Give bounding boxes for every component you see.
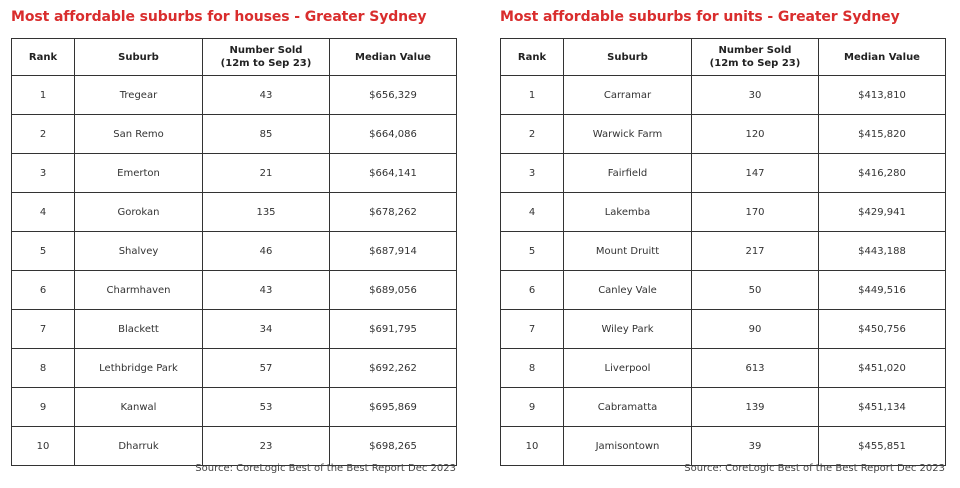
number-sold-cell: 217	[692, 232, 819, 271]
median-value-cell: $698,265	[330, 427, 457, 466]
table-row	[12, 388, 457, 427]
number-sold-header-line1: Number Sold	[718, 45, 792, 56]
median-value-cell: $449,516	[819, 271, 946, 310]
number-sold-cell: 120	[692, 115, 819, 154]
rank-cell: 6	[12, 271, 75, 310]
suburb-cell: Lethbridge Park	[75, 349, 203, 388]
units-header-row	[501, 39, 946, 76]
rank-cell: 4	[12, 193, 75, 232]
median-value-cell: $429,941	[819, 193, 946, 232]
rank-cell: 5	[501, 232, 564, 271]
median-value-cell: $695,869	[330, 388, 457, 427]
suburb-cell: Gorokan	[75, 193, 203, 232]
table-row	[12, 232, 457, 271]
rank-cell: 8	[12, 349, 75, 388]
houses-header-row	[12, 39, 457, 76]
suburb-cell: Emerton	[75, 154, 203, 193]
table-row	[501, 232, 946, 271]
median-value-cell: $687,914	[330, 232, 457, 271]
number-sold-column-header	[203, 39, 330, 76]
number-sold-cell: 39	[692, 427, 819, 466]
table-row	[12, 349, 457, 388]
number-sold-header-line2: (12m to Sep 23)	[709, 58, 801, 69]
table-row	[501, 76, 946, 115]
units-source-note: Source: CoreLogic Best of the Best Report Dec 2023	[684, 463, 945, 474]
table-row	[501, 154, 946, 193]
median-value-cell: $678,262	[330, 193, 457, 232]
rank-cell: 9	[12, 388, 75, 427]
median-value-cell: $450,756	[819, 310, 946, 349]
median-value-cell: $689,056	[330, 271, 457, 310]
table-row	[501, 193, 946, 232]
rank-cell: 2	[12, 115, 75, 154]
table-row	[12, 310, 457, 349]
suburb-cell: Kanwal	[75, 388, 203, 427]
median-value-cell: $664,086	[330, 115, 457, 154]
table-row	[501, 310, 946, 349]
table-row	[501, 115, 946, 154]
table-row	[12, 271, 457, 310]
table-row	[12, 115, 457, 154]
suburb-cell: Charmhaven	[75, 271, 203, 310]
suburb-cell: Blackett	[75, 310, 203, 349]
rank-cell: 5	[12, 232, 75, 271]
number-sold-cell: 53	[203, 388, 330, 427]
table-row	[501, 271, 946, 310]
number-sold-header-line2: (12m to Sep 23)	[220, 58, 312, 69]
rank-cell: 2	[501, 115, 564, 154]
rank-cell: 1	[12, 76, 75, 115]
number-sold-cell: 21	[203, 154, 330, 193]
number-sold-cell: 43	[203, 76, 330, 115]
suburb-cell: Mount Druitt	[564, 232, 692, 271]
table-row	[12, 76, 457, 115]
number-sold-cell: 147	[692, 154, 819, 193]
median-value-cell: $443,188	[819, 232, 946, 271]
rank-cell: 3	[12, 154, 75, 193]
number-sold-cell: 23	[203, 427, 330, 466]
number-sold-cell: 85	[203, 115, 330, 154]
rank-cell: 1	[501, 76, 564, 115]
number-sold-cell: 50	[692, 271, 819, 310]
suburb-cell: Cabramatta	[564, 388, 692, 427]
median-value-cell: $415,820	[819, 115, 946, 154]
table-row	[12, 154, 457, 193]
table-row	[12, 427, 457, 466]
suburb-cell: Jamisontown	[564, 427, 692, 466]
number-sold-cell: 139	[692, 388, 819, 427]
number-sold-cell: 30	[692, 76, 819, 115]
suburb-cell: Wiley Park	[564, 310, 692, 349]
suburb-cell: Fairfield	[564, 154, 692, 193]
suburb-cell: San Remo	[75, 115, 203, 154]
number-sold-header-line1: Number Sold	[229, 45, 303, 56]
suburb-cell: Warwick Farm	[564, 115, 692, 154]
median-value-column-header: Median Value	[819, 39, 946, 76]
houses-source-note: Source: CoreLogic Best of the Best Report Dec 2023	[195, 463, 456, 474]
number-sold-cell: 90	[692, 310, 819, 349]
houses-table-title: Most affordable suburbs for houses - Greater Sydney	[11, 9, 427, 25]
suburb-cell: Dharruk	[75, 427, 203, 466]
median-value-cell: $692,262	[330, 349, 457, 388]
table-row	[501, 388, 946, 427]
median-value-cell: $413,810	[819, 76, 946, 115]
rank-cell: 10	[501, 427, 564, 466]
median-value-cell: $455,851	[819, 427, 946, 466]
number-sold-cell: 46	[203, 232, 330, 271]
median-value-cell: $656,329	[330, 76, 457, 115]
suburb-cell: Lakemba	[564, 193, 692, 232]
units-table-title: Most affordable suburbs for units - Greater Sydney	[500, 9, 900, 25]
suburb-column-header: Suburb	[75, 39, 203, 76]
number-sold-cell: 34	[203, 310, 330, 349]
rank-column-header: Rank	[501, 39, 564, 76]
table-row	[12, 193, 457, 232]
suburb-cell: Canley Vale	[564, 271, 692, 310]
units-table	[500, 38, 946, 466]
median-value-column-header: Median Value	[330, 39, 457, 76]
rank-cell: 4	[501, 193, 564, 232]
median-value-cell: $664,141	[330, 154, 457, 193]
rank-cell: 6	[501, 271, 564, 310]
suburb-cell: Shalvey	[75, 232, 203, 271]
number-sold-cell: 135	[203, 193, 330, 232]
rank-cell: 7	[12, 310, 75, 349]
suburb-column-header: Suburb	[564, 39, 692, 76]
number-sold-cell: 613	[692, 349, 819, 388]
number-sold-cell: 170	[692, 193, 819, 232]
suburb-cell: Liverpool	[564, 349, 692, 388]
rank-cell: 10	[12, 427, 75, 466]
rank-column-header: Rank	[12, 39, 75, 76]
median-value-cell: $691,795	[330, 310, 457, 349]
rank-cell: 7	[501, 310, 564, 349]
suburb-cell: Tregear	[75, 76, 203, 115]
table-row	[501, 349, 946, 388]
median-value-cell: $451,020	[819, 349, 946, 388]
suburb-cell: Carramar	[564, 76, 692, 115]
number-sold-column-header	[692, 39, 819, 76]
table-row	[501, 427, 946, 466]
median-value-cell: $416,280	[819, 154, 946, 193]
rank-cell: 3	[501, 154, 564, 193]
number-sold-cell: 57	[203, 349, 330, 388]
houses-table	[11, 38, 457, 466]
rank-cell: 9	[501, 388, 564, 427]
number-sold-cell: 43	[203, 271, 330, 310]
rank-cell: 8	[501, 349, 564, 388]
median-value-cell: $451,134	[819, 388, 946, 427]
